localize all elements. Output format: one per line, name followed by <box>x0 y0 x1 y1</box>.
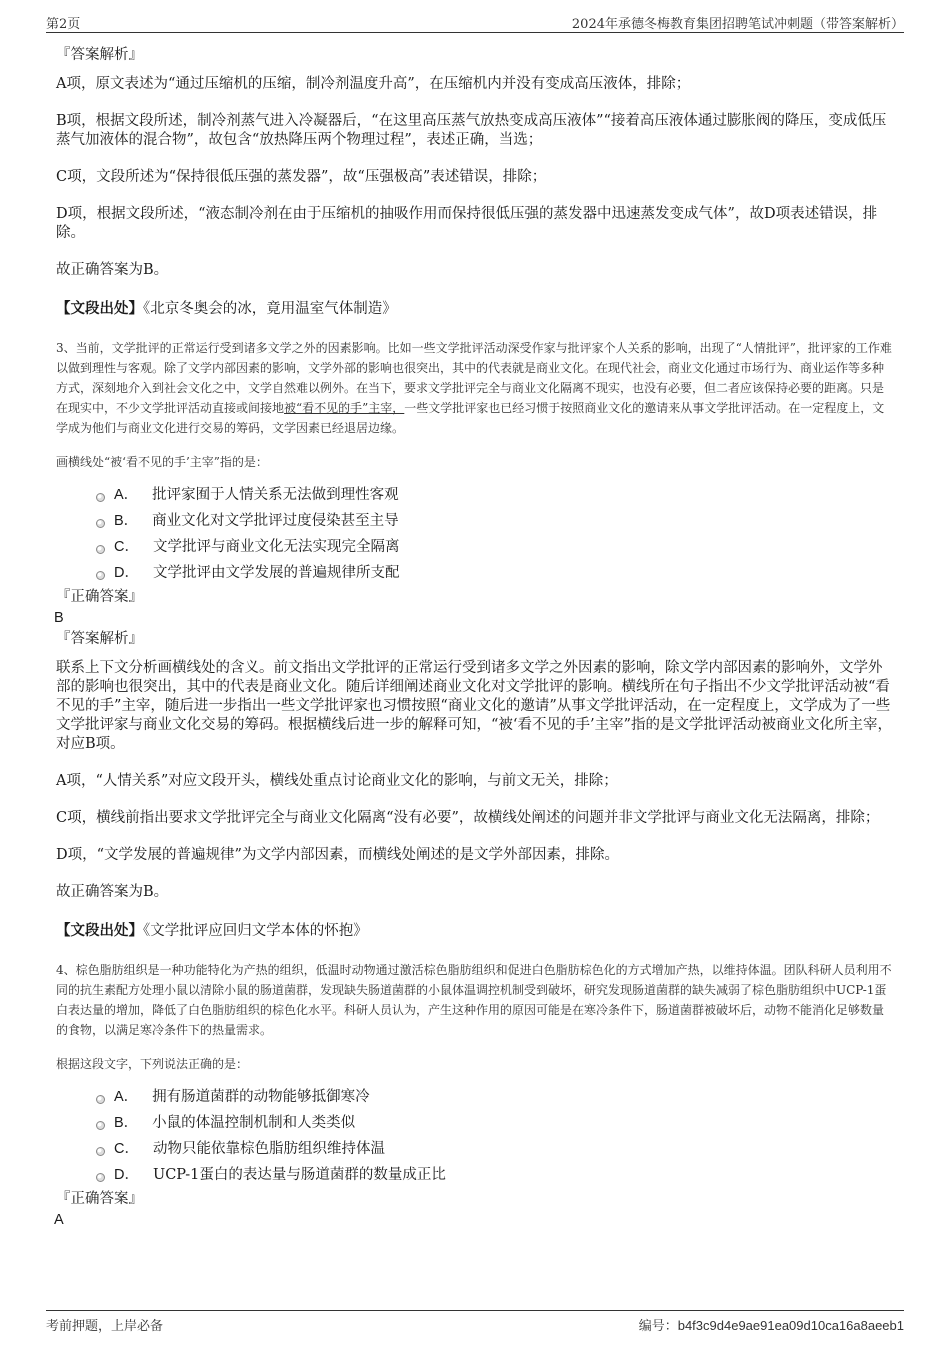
radio-icon[interactable] <box>96 1121 105 1130</box>
q3-option-c[interactable] <box>96 534 894 560</box>
q3-analysis-para: D项，“文学发展的普遍规律”为文学内部因素，而横线处阐述的是文学外部因素，排除。 <box>56 847 619 863</box>
q2-conclusion: 故正确答案为B。 <box>56 262 169 278</box>
option-letter: B． <box>114 1115 139 1131</box>
page-content <box>56 44 894 1230</box>
q3-option-b[interactable] <box>96 508 894 534</box>
q4-option-d[interactable] <box>96 1162 894 1188</box>
radio-icon[interactable] <box>96 545 105 554</box>
page-number: 第2页 <box>46 17 81 32</box>
option-letter: C． <box>114 1141 139 1157</box>
option-text: 商业文化对文学批评过度侵染甚至主导 <box>152 513 399 529</box>
q3-underlined-phrase: 被“看不见的手”主宰， <box>284 401 405 415</box>
source-label: 【文段出处】 <box>56 300 143 317</box>
document-title: 2024年承德冬梅教育集团招聘笔试冲刺题（带答案解析） <box>571 17 904 32</box>
radio-icon[interactable] <box>96 1147 105 1156</box>
q3-prompt: 画横线处“被‘看不见的手’主宰”指的是： <box>56 455 268 469</box>
radio-icon[interactable] <box>96 571 105 580</box>
footer-code <box>639 1315 904 1334</box>
radio-icon[interactable] <box>96 1173 105 1182</box>
q2-analysis-para: D项，根据文段所述，“液态制冷剂在由于压缩机的抽吸作用而保持很低压强的蒸发器中迅速蒸发变成气体”，故D项表述错误，排除。 <box>56 206 878 241</box>
q2-analysis-para: A项，原文表述为“通过压缩机的压缩，制冷剂温度升高”，在压缩机内并没有变成高压液体，排除； <box>56 76 691 92</box>
q4-option-a[interactable] <box>96 1084 894 1110</box>
option-text: 文学批评与商业文化无法实现完全隔离 <box>152 539 400 555</box>
source-title: 《北京冬奥会的冰，竟用温室气体制造》 <box>143 301 397 317</box>
q2-source <box>56 298 894 320</box>
q3-option-a[interactable] <box>96 482 894 508</box>
q3-option-d[interactable] <box>96 560 894 586</box>
q4-options <box>96 1084 894 1188</box>
q3-conclusion: 故正确答案为B。 <box>56 884 169 900</box>
q3-passage-text-after: 一些文学批评家也已经习惯于按照商业文化的邀请来从事文学批评活动。在一定程度上，文学成为他们与商业文化进行交易的筹码，文学因素已经退居边缘。 <box>56 401 885 435</box>
q3-analysis-label: 『答案解析』 <box>56 631 143 647</box>
option-letter: A． <box>114 1089 139 1105</box>
source-label: 【文段出处】 <box>56 922 143 939</box>
option-letter: D． <box>114 565 139 581</box>
code-value: b4f3c9d4e9ae91ea09d10ca16a8aeeb1 <box>677 1318 904 1333</box>
q2-analysis-para: B项，根据文段所述，制冷剂蒸气进入冷凝器后，“在这里高压蒸气放热变成高压液体”“接着高压液体通过膨胀阀的降压，变成低压蒸气加液体的混合物”，故包含“放热降压两个物理过程”，表述正确，当选； <box>56 113 887 148</box>
option-text: 文学批评由文学发展的普遍规律所支配 <box>152 565 400 581</box>
q4-option-b[interactable] <box>96 1110 894 1136</box>
q4-option-c[interactable] <box>96 1136 894 1162</box>
option-text: 拥有肠道菌群的动物能够抵御寒冷 <box>152 1089 370 1105</box>
page-header <box>46 10 904 33</box>
q3-analysis-para: 联系上下文分析画横线处的含义。前文指出文学批评的正常运行受到诸多文学之外因素的影响，除文学内部因素的影响外，文学外部的影响也很突出，其中的代表是商业文化。随后详细阐述商业文化对文学批评的影响。横线所在句子指出不少文学批评活动被“看不见的手”主宰，随后进一步指出一些文学批评家也习惯按照“商业文化的邀请”从事文学批评活动，在一定程度上，文学成为了一些文学批评家与商业文化交易的筹码。根据横线后进一步的解释可知，“被‘看不见的手’主宰”指的是文学批评活动被商业文化所主宰，对应B项。 <box>56 660 893 752</box>
page-footer <box>46 1310 904 1333</box>
q3-source <box>56 920 894 942</box>
footer-slogan: 考前押题，上岸必备 <box>46 1319 164 1334</box>
q2-analysis-label: 『答案解析』 <box>56 47 143 63</box>
q3-options <box>96 482 894 586</box>
radio-icon[interactable] <box>96 519 105 528</box>
q4-prompt: 根据这段文字，下列说法正确的是： <box>56 1057 249 1071</box>
q4-answer-label: 『正确答案』 <box>56 1191 143 1207</box>
code-label: 编号： <box>638 1318 678 1333</box>
q3-analysis-para: C项，横线前指出要求文学批评完全与商业文化隔离“没有必要”，故横线处阐述的问题并非文学批评与商业文化无法隔离，排除； <box>56 810 880 826</box>
q3-analysis-para: A项，“人情关系”对应文段开头，横线处重点讨论商业文化的影响，与前文无关，排除； <box>56 773 618 789</box>
q3-answer: B <box>54 610 64 626</box>
option-letter: C． <box>114 539 139 555</box>
option-text: 批评家囿于人情关系无法做到理性客观 <box>152 487 399 503</box>
q4-answer: A <box>54 1212 64 1228</box>
option-letter: D． <box>114 1167 139 1183</box>
q2-analysis-para: C项，文段所述为“保持很低压强的蒸发器”，故“压强极高”表述错误，排除； <box>56 169 547 185</box>
radio-icon[interactable] <box>96 1095 105 1104</box>
option-text: UCP-1蛋白的表达量与肠道菌群的数量成正比 <box>152 1167 446 1183</box>
q3-answer-label: 『正确答案』 <box>56 589 143 605</box>
q4-passage: 4、棕色脂肪组织是一种功能特化为产热的组织，低温时动物通过激活棕色脂肪组织和促进白色脂肪棕色化的方式增加产热，以维持体温。团队科研人员利用不同的抗生素配方处理小鼠以清除小鼠的肠道菌群，发现缺失肠道菌群的小鼠体温调控机制受到破坏，研究发现肠道菌群的缺失减弱了棕色脂肪组织中UCP-1蛋白表达量的增加，降低了白色脂肪组织的棕色化水平。科研人员认为，产生这种作用的原因可能是在寒冷条件下，肠道菌群被破坏后，动物不能消化足够数量的食物，以满足寒冷条件下的热量需求。 <box>56 963 892 1037</box>
option-text: 小鼠的体温控制机制和人类类似 <box>152 1115 356 1131</box>
q3-passage <box>56 338 894 438</box>
option-letter: A． <box>114 487 139 503</box>
option-text: 动物只能依靠棕色脂肪组织维持体温 <box>152 1141 385 1157</box>
option-letter: B． <box>114 513 139 529</box>
q3-passage-text: 3、当前，文学批评的正常运行受到诸多文学之外的因素影响。比如一些文学批评活动深受作家与批评家个人关系的影响，出现了“人情批评”，批评家的工作难以做到理性与客观。除了文学内部因素的影响，文学外部的影响也很突出，其中的代表就是商业文化。在现代社会，商业文化通过市场行为、商业运作等多种方式，深刻地介入到社会文化之中，文学自然难以例外。在当下，要求文学批评完全与商业文化隔离不现实，也没有必要，但二者应该保持必要的距离。只是在现实中，不少文学批评活动直接或间接地 <box>56 341 892 415</box>
source-title: 《文学批评应回归文学本体的怀抱》 <box>143 923 368 939</box>
radio-icon[interactable] <box>96 493 105 502</box>
